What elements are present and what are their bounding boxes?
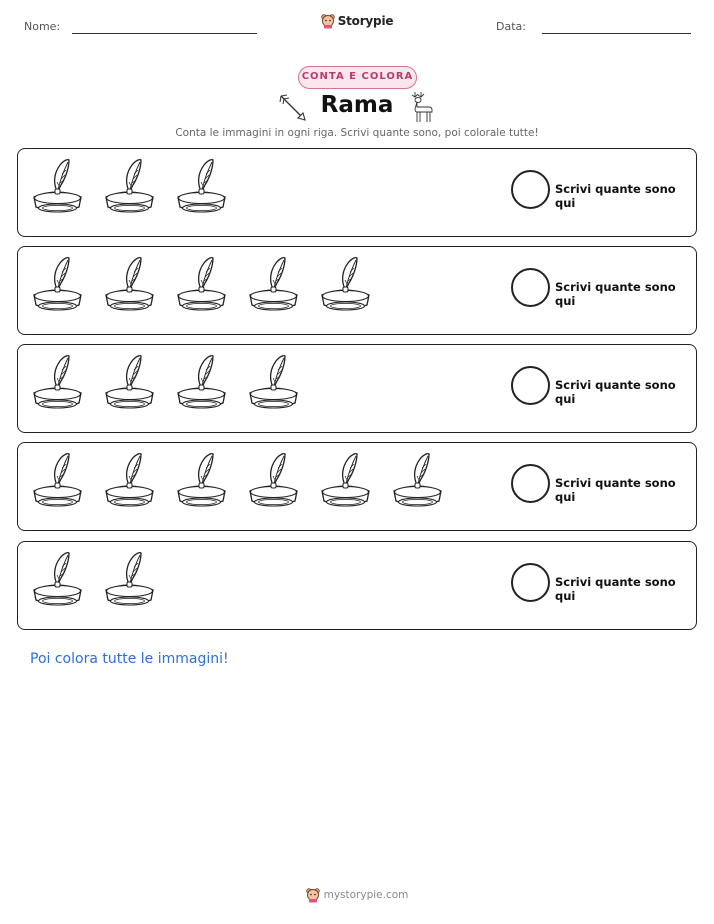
feathered-cap-icon[interactable]: [246, 255, 301, 315]
worksheet-title: Rama: [320, 92, 394, 118]
answer-label: Scrivi quante sono qui: [555, 575, 676, 603]
name-label: Nome:: [24, 20, 61, 33]
brand-name: Storypie: [337, 14, 394, 28]
answer-circle[interactable]: [511, 563, 550, 602]
feathered-cap-icon[interactable]: [30, 255, 85, 315]
footer-note: Poi colora tutte le immagini!: [30, 651, 229, 667]
row-items: [30, 550, 157, 610]
feathered-cap-icon[interactable]: [174, 157, 229, 217]
answer-label: Scrivi quante sono qui: [555, 182, 676, 210]
feathered-cap-icon[interactable]: [102, 157, 157, 217]
storypie-logo-icon: [306, 887, 320, 903]
feathered-cap-icon[interactable]: [390, 451, 445, 511]
answer-circle[interactable]: [511, 366, 550, 405]
answer-label: Scrivi quante sono qui: [555, 378, 676, 406]
answer-label: Scrivi quante sono qui: [555, 476, 676, 504]
feathered-cap-icon[interactable]: [30, 550, 85, 610]
feathered-cap-icon[interactable]: [102, 255, 157, 315]
name-write-line[interactable]: [72, 33, 257, 34]
feathered-cap-icon[interactable]: [174, 451, 229, 511]
feathered-cap-icon[interactable]: [102, 550, 157, 610]
row-items: [30, 451, 445, 511]
feathered-cap-icon[interactable]: [318, 451, 373, 511]
answer-circle[interactable]: [511, 170, 550, 209]
feathered-cap-icon[interactable]: [102, 451, 157, 511]
site-footer: [0, 887, 714, 907]
counting-row: [17, 148, 697, 237]
site-url: mystorypie.com: [323, 889, 409, 901]
date-label: Data:: [496, 20, 526, 33]
answer-circle[interactable]: [511, 268, 550, 307]
row-items: [30, 353, 301, 413]
answer-label: Scrivi quante sono qui: [555, 280, 676, 308]
storypie-logo-icon: [321, 13, 335, 29]
feathered-cap-icon[interactable]: [102, 353, 157, 413]
row-items: [30, 255, 373, 315]
feathered-cap-icon[interactable]: [30, 353, 85, 413]
counting-row: [17, 442, 697, 531]
feathered-cap-icon[interactable]: [30, 451, 85, 511]
feathered-cap-icon[interactable]: [246, 451, 301, 511]
brand: [0, 13, 714, 33]
date-write-line[interactable]: [542, 33, 691, 34]
feathered-cap-icon[interactable]: [318, 255, 373, 315]
feathered-cap-icon[interactable]: [246, 353, 301, 413]
row-items: [30, 157, 229, 217]
answer-circle[interactable]: [511, 464, 550, 503]
counting-row: [17, 246, 697, 335]
counting-row: [17, 344, 697, 433]
feathered-cap-icon[interactable]: [174, 255, 229, 315]
deer-icon: [407, 90, 435, 124]
feathered-cap-icon[interactable]: [30, 157, 85, 217]
counting-row: [17, 541, 697, 630]
instructions: Conta le immagini in ogni riga. Scrivi quante sono, poi colorale tutte!: [175, 127, 539, 139]
feathered-cap-icon[interactable]: [174, 353, 229, 413]
activity-badge: CONTA E COLORA: [298, 66, 417, 89]
